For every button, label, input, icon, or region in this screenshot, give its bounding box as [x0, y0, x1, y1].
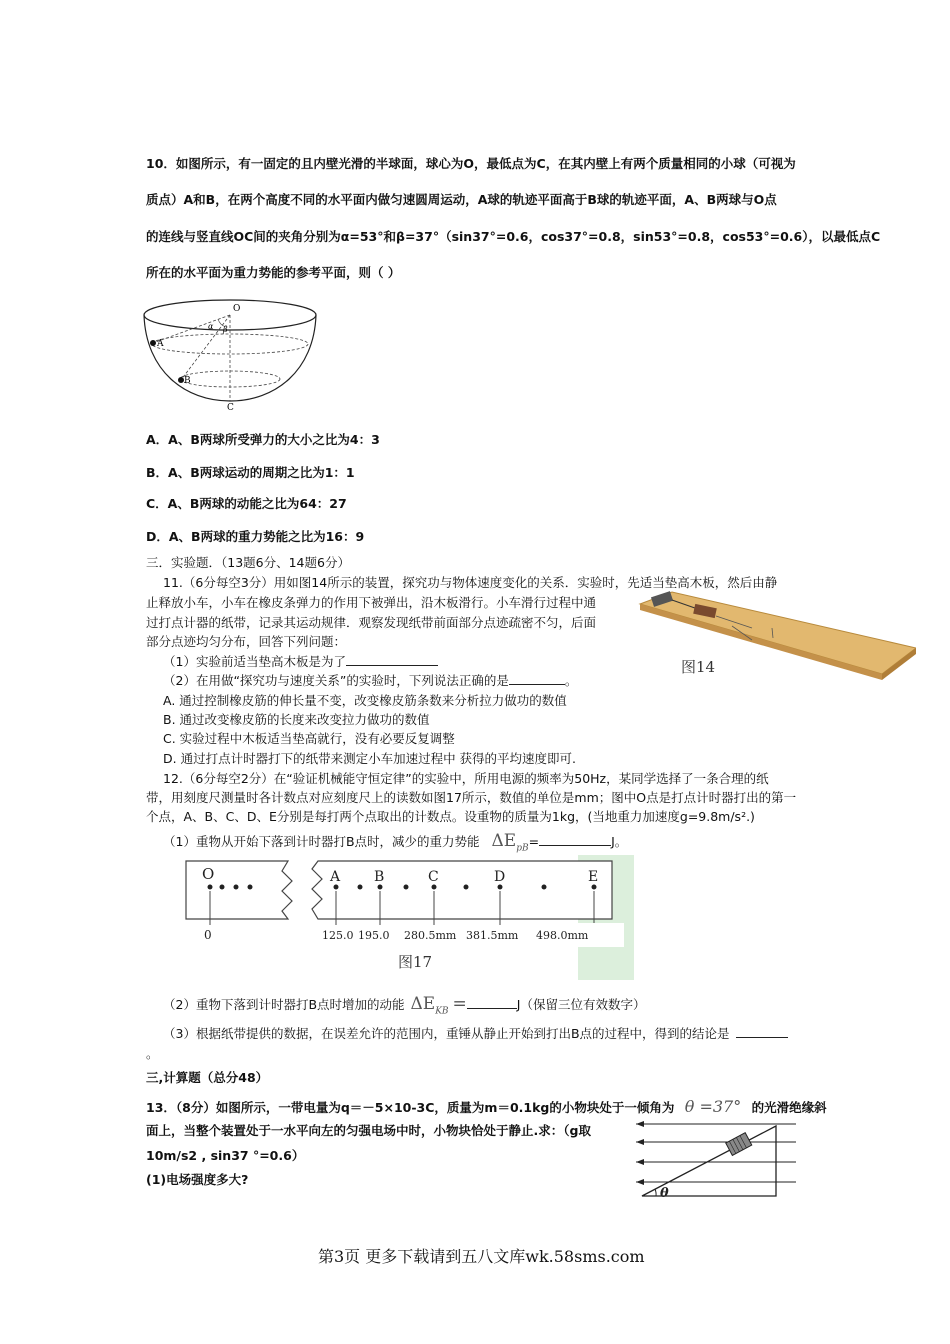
q10-option-c: C．A、B两球的动能之比为64：27 [146, 496, 347, 511]
q13-line-3: 10m/s2 , sin37 °=0.6） [146, 1148, 305, 1163]
tape-point-e: E [588, 869, 599, 885]
q10-option-d: D．A、B两球的重力势能之比为16：9 [146, 529, 365, 544]
figure-14-label: 图14 [681, 658, 716, 676]
q12-line-1: 12.（6分每空2分）在“验证机械能守恒定律”的实验中，所用电源的频率为50Hz，某同学选择了一条合理的纸 [163, 771, 769, 786]
q11-sub-2-end: 。 [564, 673, 578, 688]
hemisphere-figure [140, 296, 320, 416]
q11-option-c-part2: 中木板适当垫高就行，没有必要反复调整 [229, 731, 455, 746]
q13-line-2: 面上，当整个装置处于一水平向左的匀强电场中时，小物块恰处于静止.求：（g取 [146, 1123, 591, 1138]
label-c: C [227, 403, 234, 413]
q12-sub-3-end: 。 [146, 1046, 159, 1061]
section-calc-title: 三,计算题（总分48） [146, 1070, 269, 1085]
q11-option-d: D. 通过打点计时器打下的纸带来测定小车加速过程中 获得的平均速度即可. [163, 751, 577, 766]
q12-sub-3 [163, 1024, 788, 1042]
delta-e-pb-symbol [491, 831, 529, 854]
ball-a [150, 340, 156, 346]
q12-sub-1-eq: = [528, 834, 540, 849]
q10-line-3: 的连线与竖直线OC间的夹角分别为α=53°和β=37°（sin37°=0.6，cos37°=0.8，sin53°=0.8，cos53°=0.6），以最低点C [146, 229, 881, 244]
delta-e-kb-symbol [410, 994, 449, 1017]
tape-reading-e: 498.0mm [536, 929, 589, 942]
q11-option-b: B. 通过改变橡皮筋的长度来改变拉力做功的数值 [163, 712, 430, 727]
q12-sub-2-unit: J（保留三位有效数字） [516, 997, 646, 1012]
q10-line-4: 所在的水平面为重力势能的参考平面，则（ ） [146, 265, 401, 280]
q10-option-a: A．A、B两球所受弹力的大小之比为4：3 [146, 432, 380, 447]
q13-line-1-text: 13．（8分）如图所示，一带电量为q＝－5×10-3C，质量为m＝0.1kg的小物块处于一倾角为 [146, 1100, 675, 1115]
q11-line-2: 止释放小车，小车在橡皮条弹力的作用下被弹出，沿木板滑行。小车滑行过程中通 [146, 595, 597, 610]
label-b: B [184, 376, 191, 386]
theta-37-symbol: θ =37° [684, 1097, 742, 1116]
tape-point-d: D [494, 869, 506, 885]
q12-sub-2-text: （2）重物下落到计时器打B点时增加的动能 [163, 997, 405, 1012]
figure-14-board [632, 586, 916, 682]
q11-option-c [163, 729, 455, 747]
q12-sub-3-text: （3）根据纸带提供的数据，在误差允许的范围内，重锤从静止开始到打出B点的过程中，得到的结论是 [163, 1026, 730, 1041]
q11-sub-2 [163, 671, 577, 689]
tape-point-b: B [374, 869, 385, 885]
figure-17-tape [180, 855, 640, 980]
q12-sub-1-text: （1）重物从开始下落到计时器打B点时，减少的重力势能 [163, 834, 480, 849]
tape-reading-o: 0 [204, 928, 212, 942]
q11-option-a: A. 通过控制橡皮筋的伸长量不变，改变橡皮筋条数来分析拉力做功的数值 [163, 693, 567, 708]
section-experiment-title: 三．实验题．（13题6分、14题6分） [146, 555, 350, 570]
q13-line-1 [146, 1097, 827, 1116]
q11-blank-2[interactable] [509, 672, 565, 685]
q11-option-c-part1: C. 实验过程 [163, 731, 230, 746]
tape-reading-c: 280.5mm [404, 929, 457, 942]
q12-blank-3[interactable] [736, 1025, 788, 1038]
delta-e-kb-main: ΔE [410, 994, 436, 1014]
figure-17-label: 图17 [398, 953, 433, 971]
tape-point-a: A [330, 869, 341, 885]
q12-sub-2 [163, 994, 645, 1016]
q11-line-4: 部分点迹均匀分布，回答下列问题： [146, 634, 347, 649]
q12-line-2: 带，用刻度尺测量时各计数点对应刻度尺上的读数如图17所示，数值的单位是mm；图中O点是打点计时器打出的第一 [146, 790, 797, 805]
q12-blank-1[interactable] [539, 833, 611, 846]
q11-blank-1[interactable] [346, 653, 438, 666]
q11-sub-2-text: （2）在用做“探究功与速度关系”的实验时，下列说法正确的是 [163, 673, 509, 688]
incline-field-figure [630, 1116, 802, 1202]
q12-line-3: 个点，A、B、C、D、E分别是每打两个点取出的计数点。设重物的质量为1kg，(当地重力加速度g=9.8m/s².) [146, 809, 755, 824]
delta-e-kb-sub: KB [435, 1006, 449, 1017]
delta-e-pb-main: ΔE [491, 831, 517, 851]
delta-e-pb-sub: pB [516, 843, 529, 854]
q10-line-1: 10．如图所示，有一固定的且内壁光滑的半球面，球心为O，最低点为C，在其内壁上有两个质量相同的小球（可视为 [146, 156, 796, 171]
label-theta: θ [660, 1186, 669, 1201]
tape-point-c: C [428, 869, 439, 885]
q11-sub-1-text: （1）实验前适当垫高木板是为了 [163, 654, 346, 669]
q10-line-2: 质点）A和B，在两个高度不同的水平面内做匀速圆周运动，A球的轨迹平面高于B球的轨迹平面，A、B两球与O点 [146, 192, 777, 207]
tape-reading-a: 125.0 [322, 929, 354, 942]
q13-line-1-end: 的光滑绝缘斜 [751, 1100, 827, 1115]
q12-sub-1 [163, 831, 627, 853]
label-beta: β [223, 325, 228, 334]
q11-sub-1 [163, 652, 438, 670]
q12-blank-2[interactable] [467, 996, 517, 1009]
label-alpha: α [208, 322, 214, 331]
label-a: A [157, 339, 164, 349]
q12-sub-2-eq: = [452, 994, 467, 1014]
q13-line-4: (1)电场强度多大? [146, 1172, 249, 1187]
q11-line-1: 11.（6分每空3分）用如图14所示的装置，探究功与物体速度变化的关系．实验时，先适当垫高木板，然后由静 [163, 575, 778, 590]
q12-sub-1-unit: J。 [611, 834, 628, 849]
page-footer: 第3页 更多下载请到五八文库wk.58sms.com [318, 1247, 645, 1266]
tape-point-o: O [202, 865, 215, 883]
label-o: O [233, 304, 241, 314]
tape-reading-b: 195.0 [358, 929, 390, 942]
q11-line-3: 过打点计器的纸带，记录其运动规律．观察发现纸带前面部分点迹疏密不匀，后面 [146, 615, 597, 630]
q10-option-b: B．A、B两球运动的周期之比为1：1 [146, 465, 355, 480]
tape-reading-d: 381.5mm [466, 929, 519, 942]
